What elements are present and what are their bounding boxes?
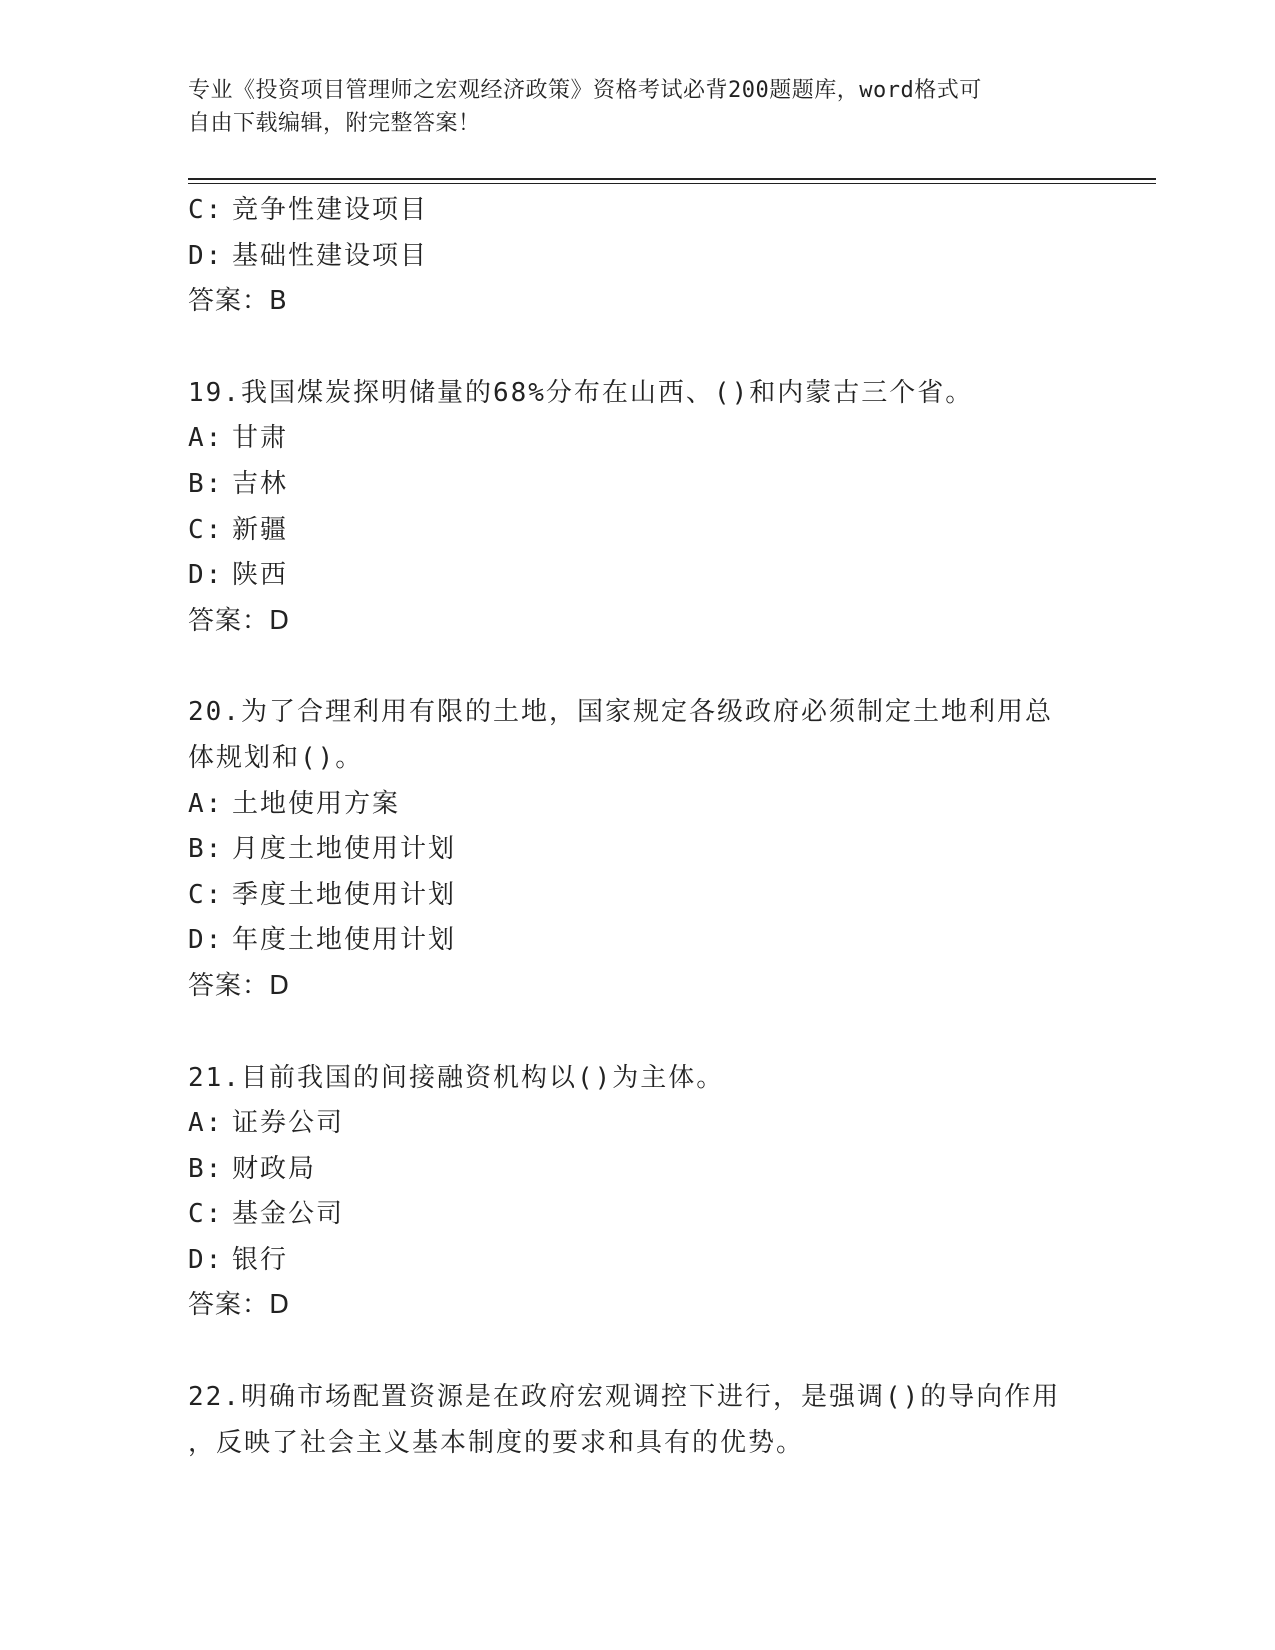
option-d <box>188 918 1088 964</box>
option-text: 吉林 <box>232 468 289 499</box>
option-c <box>188 1192 1088 1238</box>
option-text: 证券公司 <box>232 1108 345 1139</box>
option-key: D: <box>188 925 224 956</box>
question-19 <box>188 371 1088 645</box>
option-key: B: <box>188 468 224 499</box>
option-key: C: <box>188 195 224 225</box>
option-key: A: <box>188 1108 224 1139</box>
question-22 <box>188 1375 1088 1466</box>
option-b <box>188 462 1088 508</box>
option-key: C: <box>188 1199 224 1230</box>
question-text-line-2: 体规划和()。 <box>188 742 364 773</box>
question-20 <box>188 690 1088 1009</box>
option-c <box>188 188 1088 234</box>
header-divider-thick <box>188 178 1156 180</box>
option-key: A: <box>188 788 224 819</box>
option-key: C: <box>188 514 224 545</box>
question-18-continuation <box>188 188 1088 325</box>
header-title-line-1: 专业《投资项目管理师之宏观经济政策》资格考试必背200题题库，word格式可 <box>188 78 982 103</box>
option-d <box>188 1238 1088 1284</box>
question-21 <box>188 1056 1088 1330</box>
option-d <box>188 553 1088 599</box>
option-a <box>188 782 1088 828</box>
option-key: D: <box>188 240 224 271</box>
option-c <box>188 873 1088 919</box>
option-key: B: <box>188 1153 224 1184</box>
option-text: 陕西 <box>232 560 289 591</box>
option-key: C: <box>188 879 224 910</box>
option-key: D: <box>188 1244 224 1275</box>
option-a <box>188 1101 1088 1147</box>
answer-line: 答案：D <box>188 605 291 636</box>
question-text-line-1: 20.为了合理利用有限的土地，国家规定各级政府必须制定土地利用总 <box>188 697 1053 728</box>
option-text: 银行 <box>232 1244 289 1275</box>
option-b <box>188 1147 1088 1193</box>
question-text: 21.目前我国的间接融资机构以()为主体。 <box>188 1062 725 1093</box>
option-text: 季度土地使用计划 <box>232 879 457 910</box>
header-divider-thin <box>188 183 1156 184</box>
option-text: 土地使用方案 <box>232 788 401 819</box>
option-key: B: <box>188 834 224 865</box>
question-list <box>188 188 1088 1466</box>
answer-line: 答案：D <box>188 970 291 1001</box>
option-c <box>188 508 1088 554</box>
option-text: 甘肃 <box>232 423 289 454</box>
option-text: 年度土地使用计划 <box>232 925 457 956</box>
question-text: 19.我国煤炭探明储量的68%分布在山西、()和内蒙古三个省。 <box>188 377 974 408</box>
option-text: 基金公司 <box>232 1199 345 1230</box>
question-text-line-1: 22.明确市场配置资源是在政府宏观调控下进行，是强调()的导向作用 <box>188 1382 1061 1413</box>
answer-line: 答案：B <box>188 286 288 317</box>
option-key: D: <box>188 560 224 591</box>
option-key: A: <box>188 423 224 454</box>
option-a <box>188 416 1088 462</box>
option-text: 基础性建设项目 <box>232 240 429 271</box>
document-header <box>188 74 1088 140</box>
option-b <box>188 827 1088 873</box>
answer-line: 答案：D <box>188 1290 291 1321</box>
option-d <box>188 234 1088 280</box>
option-text: 竞争性建设项目 <box>232 195 429 225</box>
option-text: 新疆 <box>232 514 289 545</box>
header-title-line-2: 自由下载编辑，附完整答案！ <box>188 111 481 136</box>
option-text: 财政局 <box>232 1153 317 1184</box>
question-text-line-2: ，反映了社会主义基本制度的要求和具有的优势。 <box>188 1427 805 1458</box>
option-text: 月度土地使用计划 <box>232 834 457 865</box>
